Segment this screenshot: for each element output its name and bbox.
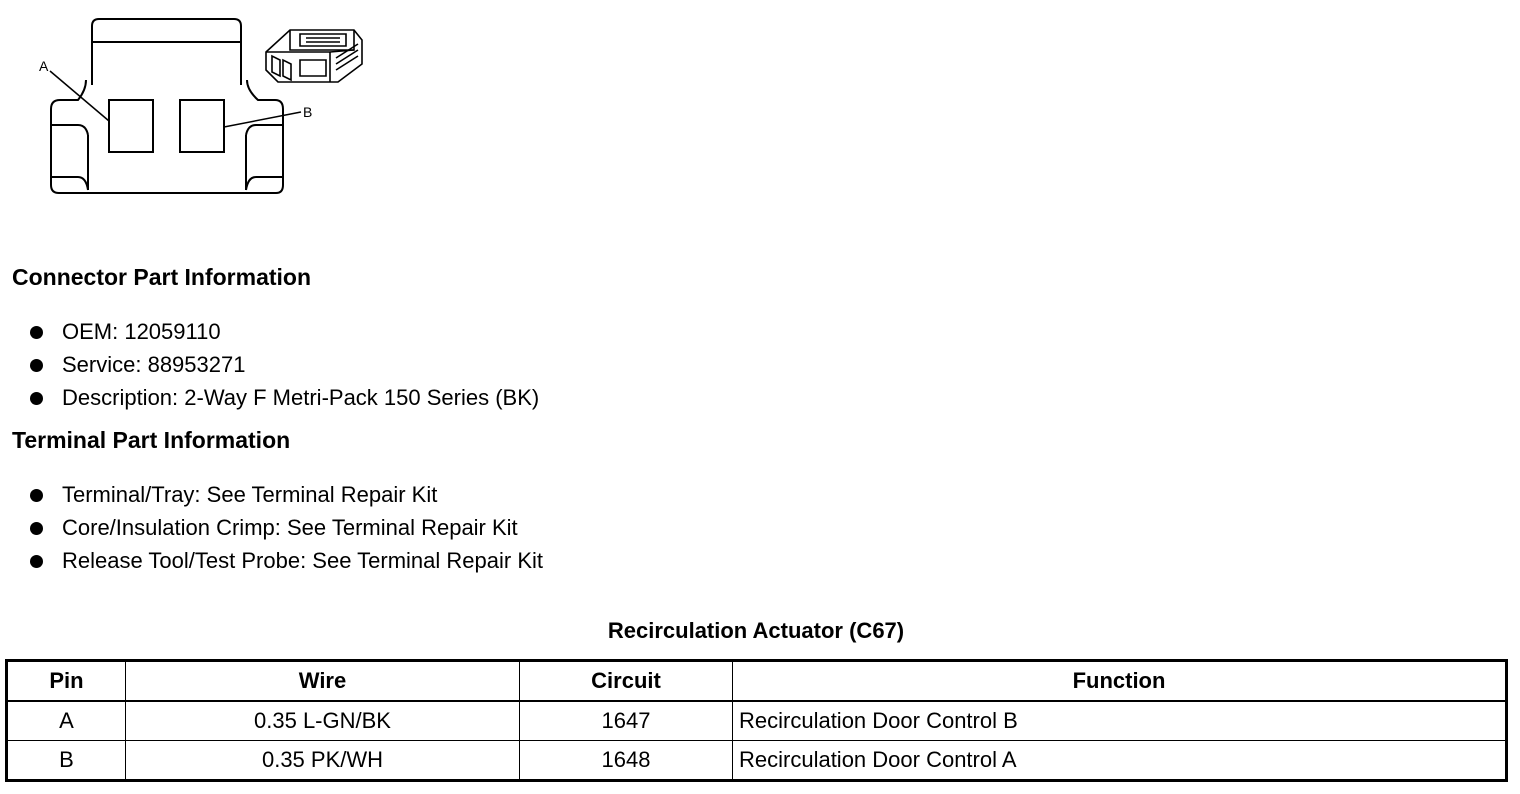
list-item — [0, 384, 539, 417]
cell-circuit: 1647 — [520, 701, 733, 741]
list-item — [0, 351, 539, 384]
list-item-text: Release Tool/Test Probe: See Terminal Repair Kit — [62, 548, 543, 573]
list-item — [0, 318, 539, 351]
header-pin: Pin — [7, 661, 126, 701]
terminal-part-list — [0, 481, 543, 580]
table-row — [7, 701, 1507, 741]
cell-wire: 0.35 PK/WH — [126, 741, 520, 781]
cell-wire: 0.35 L-GN/BK — [126, 701, 520, 741]
pin-label-a: A — [39, 58, 49, 74]
list-item — [0, 514, 543, 547]
bullet-icon — [30, 326, 43, 339]
list-item-text: Core/Insulation Crimp: See Terminal Repair Kit — [62, 515, 518, 540]
list-item-text: Terminal/Tray: See Terminal Repair Kit — [62, 482, 438, 507]
connector-part-heading: Connector Part Information — [12, 264, 312, 290]
connector-part-list — [0, 318, 539, 417]
list-item-text: OEM: 12059110 — [62, 319, 221, 344]
bullet-icon — [30, 522, 43, 535]
pin-label-b: B — [303, 104, 313, 120]
list-item-text: Description: 2-Way F Metri-Pack 150 Series (BK) — [62, 385, 540, 410]
pin-table — [5, 659, 1508, 782]
bullet-icon — [30, 555, 43, 568]
cell-pin: A — [7, 701, 126, 741]
list-item — [0, 481, 543, 514]
terminal-part-heading: Terminal Part Information — [12, 427, 291, 453]
cell-pin: B — [7, 741, 126, 781]
bullet-icon — [30, 392, 43, 405]
bullet-icon — [30, 489, 43, 502]
table-header-row — [7, 661, 1507, 701]
cell-function: Recirculation Door Control A — [733, 741, 1507, 781]
cell-circuit: 1648 — [520, 741, 733, 781]
header-wire: Wire — [126, 661, 520, 701]
list-item-text: Service: 88953271 — [62, 352, 246, 377]
bullet-icon — [30, 359, 43, 372]
table-row — [7, 741, 1507, 781]
connector-diagram — [0, 0, 400, 215]
header-circuit: Circuit — [520, 661, 733, 701]
table-title: Recirculation Actuator (C67) — [607, 618, 905, 643]
header-function: Function — [733, 661, 1507, 701]
cell-function: Recirculation Door Control B — [733, 701, 1507, 741]
list-item — [0, 547, 543, 580]
